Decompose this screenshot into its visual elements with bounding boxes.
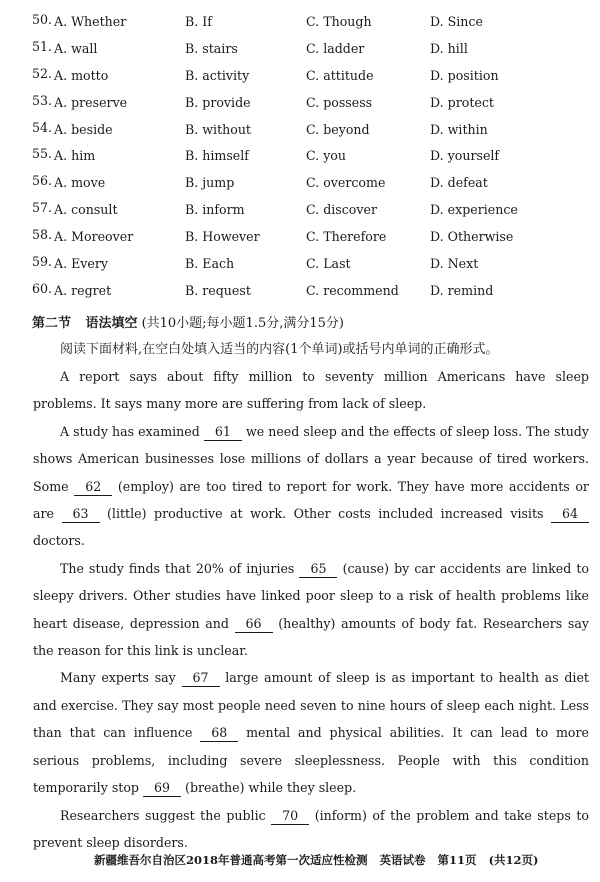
option-d: D. position [430,67,499,83]
option-b: B. If [185,14,212,29]
question-number: 50. [32,12,53,27]
question-number: 59. [32,254,53,270]
paragraph-1: A report says about fifty million to seventy million Americans have sleep problems. It says many more are suffering from lack of sleep. [33,369,589,412]
blank-70[interactable]: 70 [271,808,309,825]
question-row [0,173,600,200]
question-number: 58. [32,227,53,243]
option-a: A. beside [54,121,113,137]
option-d: D. Since [430,14,483,29]
blank-61[interactable]: 61 [204,424,242,441]
page-total: (共12页) [488,853,539,867]
text: A study has examined [60,423,200,439]
blank-66[interactable]: 66 [235,616,273,633]
word-hint: (employ) [117,478,174,494]
question-row [0,146,600,173]
option-b: B. stairs [185,40,238,56]
option-d: D. defeat [430,175,488,191]
option-d: D. remind [430,282,494,298]
text: Many experts say [60,670,176,686]
question-row [0,200,600,227]
text: Researchers suggest the public [60,807,266,823]
option-d: D. within [430,121,488,137]
option-a: A. regret [54,282,112,298]
option-b: B. himself [185,148,249,164]
option-b: B. However [185,229,260,245]
question-number: 54. [32,119,53,135]
word-hint: (healthy) [278,615,336,631]
text: are too tired to report for work. They have more accidents or are [33,478,589,522]
question-row [0,254,600,281]
question-row [0,66,600,93]
option-b: B. provide [185,94,251,110]
question-row [0,12,600,39]
page-footer [94,852,538,868]
option-c: C. discover [306,202,377,218]
option-d: D. yourself [430,148,500,164]
text: large amount of sleep is as important to health as diet and exercise. They say most people need seven to nine hours of sleep each night. Less than that can influence [33,670,589,741]
option-c: C. possess [306,94,373,110]
option-c: C. you [306,148,347,164]
section-number: 第二节 [32,316,72,331]
blank-68[interactable]: 68 [200,725,238,742]
option-d: D. hill [430,40,468,56]
question-row [0,93,600,120]
text: productive at work. Other costs included increased visits [154,506,544,522]
text: The study finds that 20% of injuries [60,560,295,576]
option-c: C. recommend [306,282,399,298]
question-row [0,227,600,254]
blank-67[interactable]: 67 [182,670,220,687]
option-c: C. Last [306,256,351,272]
option-a: A. Every [54,256,108,272]
subject: 英语试卷 [379,853,426,867]
text: we need sleep and the effects of sleep loss. The study shows American businesses lose millions of dollars a year because of tired workers. Some [33,423,589,494]
option-a: A. him [54,148,96,164]
section-heading [32,312,344,331]
option-c: C. ladder [306,40,365,56]
option-d: D. Otherwise [430,229,514,245]
option-a: A. preserve [54,94,128,110]
option-c: C. overcome [306,175,386,191]
option-a: A. Whether [54,14,127,29]
word-hint: (inform) [314,807,367,823]
option-a: A. move [54,175,106,191]
paragraph-2 [33,418,589,555]
blank-63[interactable]: 63 [62,506,100,523]
question-row [0,281,600,308]
blank-62[interactable]: 62 [74,479,112,496]
paragraph-5 [33,802,589,857]
option-b: B. inform [185,202,245,218]
section-title: 语法填空 [85,316,138,331]
option-a: A. Moreover [54,229,134,245]
text: by car accidents are linked to sleepy drivers. Other studies have linked poor sleep to a risk of health problems like heart disease, depression and [33,560,589,631]
text: of the problem and take steps to prevent sleep disorders. [33,807,589,850]
exam-title: 新疆维吾尔自治区2018年普通高考第一次适应性检测 [94,853,368,867]
question-number: 56. [32,173,53,189]
page-number: 第11页 [437,853,477,867]
blank-65[interactable]: 65 [299,561,337,578]
word-hint: (cause) [342,560,389,576]
option-c: C. beyond [306,121,370,137]
answer-options [0,12,600,308]
cloze-passage [33,363,589,856]
option-b: B. activity [185,67,250,83]
option-c: C. Therefore [306,229,387,245]
option-a: A. motto [54,67,109,83]
blank-64[interactable]: 64 [551,506,589,523]
question-number: 55. [32,146,53,162]
option-d: D. Next [430,256,479,272]
option-a: A. consult [54,202,118,218]
option-b: B. request [185,282,251,298]
option-b: B. jump [185,175,235,191]
text: amounts of body fat. Researchers say the reason for this link is unclear. [33,615,589,659]
question-number: 60. [32,280,53,296]
option-b: B. without [185,121,251,137]
text: doctors. [33,533,85,549]
option-a: A. wall [54,40,98,56]
question-row [0,39,600,66]
question-number: 51. [32,38,53,54]
section-scoring: (共10小题;每小题1.5分,满分15分) [141,316,344,331]
word-hint: (breathe) [185,780,245,796]
option-d: D. protect [430,94,494,110]
option-c: C. Though [306,14,372,29]
option-d: D. experience [430,202,518,218]
instructions: 阅读下面材料,在空白处填入适当的内容(1个单词)或括号内单词的正确形式。 [60,342,499,357]
paragraph-3 [33,555,589,665]
question-row [0,120,600,147]
question-number: 52. [32,65,53,81]
paragraph-4 [33,664,589,801]
text: mental and physical abilities. It can lead to more serious problems, including severe sleeplessness. People with this condition temporarily stop [33,725,589,796]
blank-69[interactable]: 69 [143,780,181,797]
question-number: 53. [32,92,53,108]
option-b: B. Each [185,256,235,272]
text: while they sleep. [248,780,357,796]
question-number: 57. [32,200,53,216]
word-hint: (little) [107,506,147,522]
option-c: C. attitude [306,67,374,83]
